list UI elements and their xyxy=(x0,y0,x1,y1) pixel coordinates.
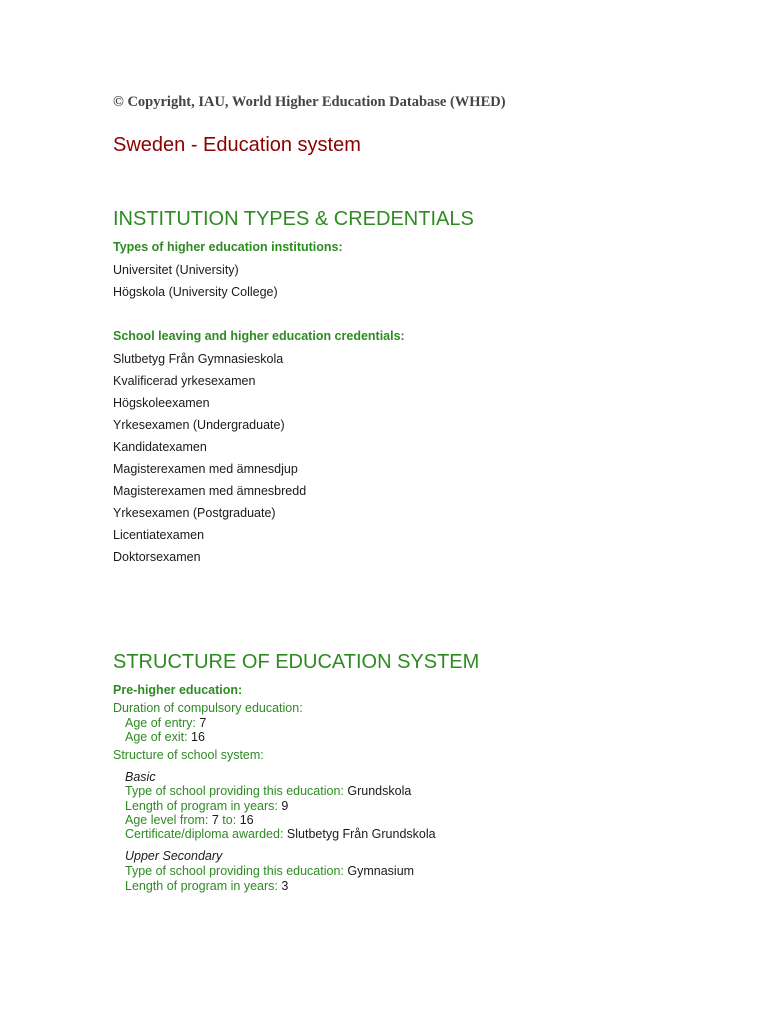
basic-school-type-row xyxy=(125,784,411,799)
list-item: Kvalificerad yrkesexamen xyxy=(113,374,256,388)
school-type-value: Grundskola xyxy=(347,784,412,798)
level-title-basic: Basic xyxy=(125,770,156,784)
upper-secondary-length-row xyxy=(125,879,288,894)
length-value: 9 xyxy=(281,799,289,813)
list-item: Högskola (University College) xyxy=(113,285,278,299)
age-entry-value: 7 xyxy=(199,716,207,730)
school-type-label: Type of school providing this education: xyxy=(125,864,344,878)
list-item: Licentiatexamen xyxy=(113,528,205,542)
institutions-list xyxy=(113,259,278,303)
basic-length-row xyxy=(125,799,288,814)
pre-higher-heading: Pre-higher education: xyxy=(113,683,243,697)
length-label: Length of program in years: xyxy=(125,799,278,813)
section-title-structure: STRUCTURE OF EDUCATION SYSTEM xyxy=(113,651,480,673)
list-item: Slutbetyg Från Gymnasieskola xyxy=(113,352,284,366)
age-exit-label: Age of exit: xyxy=(125,730,188,744)
structure-label: Structure of school system: xyxy=(113,748,264,762)
credentials-heading: School leaving and higher education credentials: xyxy=(113,329,405,343)
list-item: Kandidatexamen xyxy=(113,440,207,454)
age-entry-label: Age of entry: xyxy=(125,716,196,730)
list-item: Universitet (University) xyxy=(113,263,239,277)
age-of-exit-row xyxy=(125,730,205,745)
age-to-label: to: xyxy=(222,813,237,827)
copyright-notice: © Copyright, IAU, World Higher Education Database (WHED) xyxy=(113,94,506,110)
age-from-label: Age level from: xyxy=(125,813,209,827)
age-of-entry-row xyxy=(125,716,206,731)
age-to-value: 16 xyxy=(239,813,254,827)
age-exit-value: 16 xyxy=(191,730,205,744)
list-item: Doktorsexamen xyxy=(113,550,201,564)
list-item: Yrkesexamen (Postgraduate) xyxy=(113,506,276,520)
length-value: 3 xyxy=(281,879,289,893)
level-title-upper-secondary: Upper Secondary xyxy=(125,849,223,863)
basic-certificate-row xyxy=(125,827,436,842)
list-item: Magisterexamen med ämnesbredd xyxy=(113,484,307,498)
length-label: Length of program in years: xyxy=(125,879,278,893)
list-item: Högskoleexamen xyxy=(113,396,210,410)
certificate-value: Slutbetyg Från Grundskola xyxy=(286,827,436,841)
basic-age-level-row xyxy=(125,813,254,828)
credentials-list xyxy=(113,348,306,568)
list-item: Yrkesexamen (Undergraduate) xyxy=(113,418,285,432)
compulsory-label: Duration of compulsory education: xyxy=(113,701,303,715)
country-title: Sweden - Education system xyxy=(113,134,361,156)
age-from-value: 7 xyxy=(211,813,219,827)
section-title-institution-types: INSTITUTION TYPES & CREDENTIALS xyxy=(113,208,474,230)
school-type-value: Gymnasium xyxy=(347,864,415,878)
school-type-label: Type of school providing this education: xyxy=(125,784,344,798)
list-item: Magisterexamen med ämnesdjup xyxy=(113,462,298,476)
certificate-label: Certificate/diploma awarded: xyxy=(125,827,284,841)
institutions-heading: Types of higher education institutions: xyxy=(113,240,343,254)
upper-secondary-school-type-row xyxy=(125,864,414,879)
